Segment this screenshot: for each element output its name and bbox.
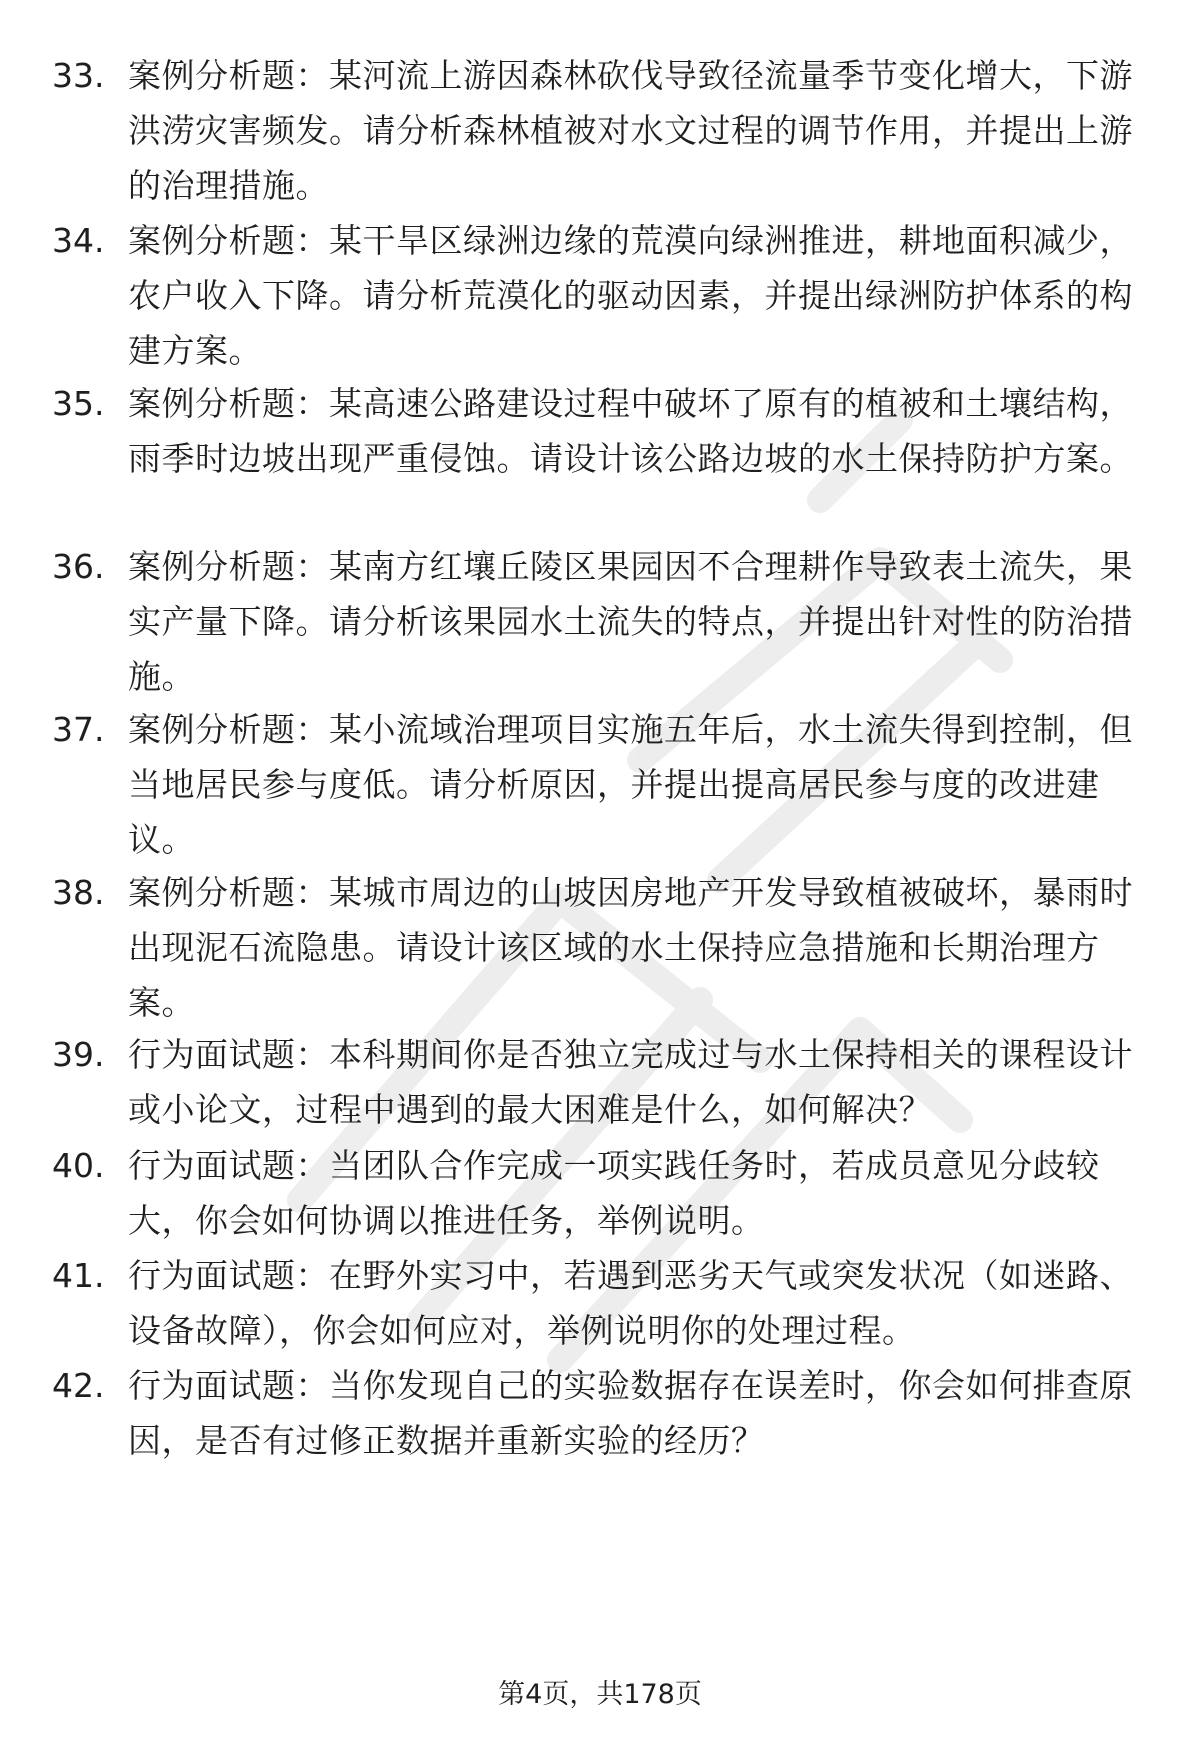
question-number: 42. <box>52 1366 105 1405</box>
question-number: 38. <box>52 873 105 912</box>
question-number: 41. <box>52 1256 105 1295</box>
question-text: 案例分析题：某高速公路建设过程中破坏了原有的植被和土壤结构，雨季时边坡出现严重侵蚀。请设计该公路边坡的水土保持防护方案。 <box>128 384 1133 478</box>
question-number: 36. <box>52 547 105 586</box>
question-number: 35. <box>52 384 105 423</box>
question-number: 33. <box>52 56 105 95</box>
question-number: 34. <box>52 221 105 260</box>
question-text: 行为面试题：本科期间你是否独立完成过与水土保持相关的课程设计或小论文，过程中遇到的最大困难是什么，如何解决？ <box>128 1035 1133 1129</box>
question-text: 案例分析题：某小流域治理项目实施五年后，水土流失得到控制，但当地居民参与度低。请分析原因，并提出提高居民参与度的改进建议。 <box>128 710 1133 859</box>
question-text: 行为面试题：当团队合作完成一项实践任务时，若成员意见分歧较大，你会如何协调以推进任务，举例说明。 <box>128 1146 1100 1240</box>
question-number: 39. <box>52 1035 105 1074</box>
question-text: 行为面试题：在野外实习中，若遇到恶劣天气或突发状况（如迷路、设备故障），你会如何应对，举例说明你的处理过程。 <box>128 1256 1133 1350</box>
question-number: 40. <box>52 1146 105 1185</box>
question-number: 37. <box>52 710 105 749</box>
page-footer: 第4页，共178页 <box>498 1679 702 1710</box>
question-text: 案例分析题：某城市周边的山坡因房地产开发导致植被破坏，暴雨时出现泥石流隐患。请设计该区域的水土保持应急措施和长期治理方案。 <box>128 873 1133 1022</box>
question-text: 案例分析题：某河流上游因森林砍伐导致径流量季节变化增大，下游洪涝灾害频发。请分析森林植被对水文过程的调节作用，并提出上游的治理措施。 <box>128 56 1133 205</box>
question-text: 行为面试题：当你发现自己的实验数据存在误差时，你会如何排查原因，是否有过修正数据并重新实验的经历？ <box>128 1366 1133 1460</box>
question-text: 案例分析题：某南方红壤丘陵区果园因不合理耕作导致表土流失，果实产量下降。请分析该果园水土流失的特点，并提出针对性的防治措施。 <box>128 547 1133 696</box>
question-text: 案例分析题：某干旱区绿洲边缘的荒漠向绿洲推进，耕地面积减少，农户收入下降。请分析荒漠化的驱动因素，并提出绿洲防护体系的构建方案。 <box>128 221 1133 370</box>
